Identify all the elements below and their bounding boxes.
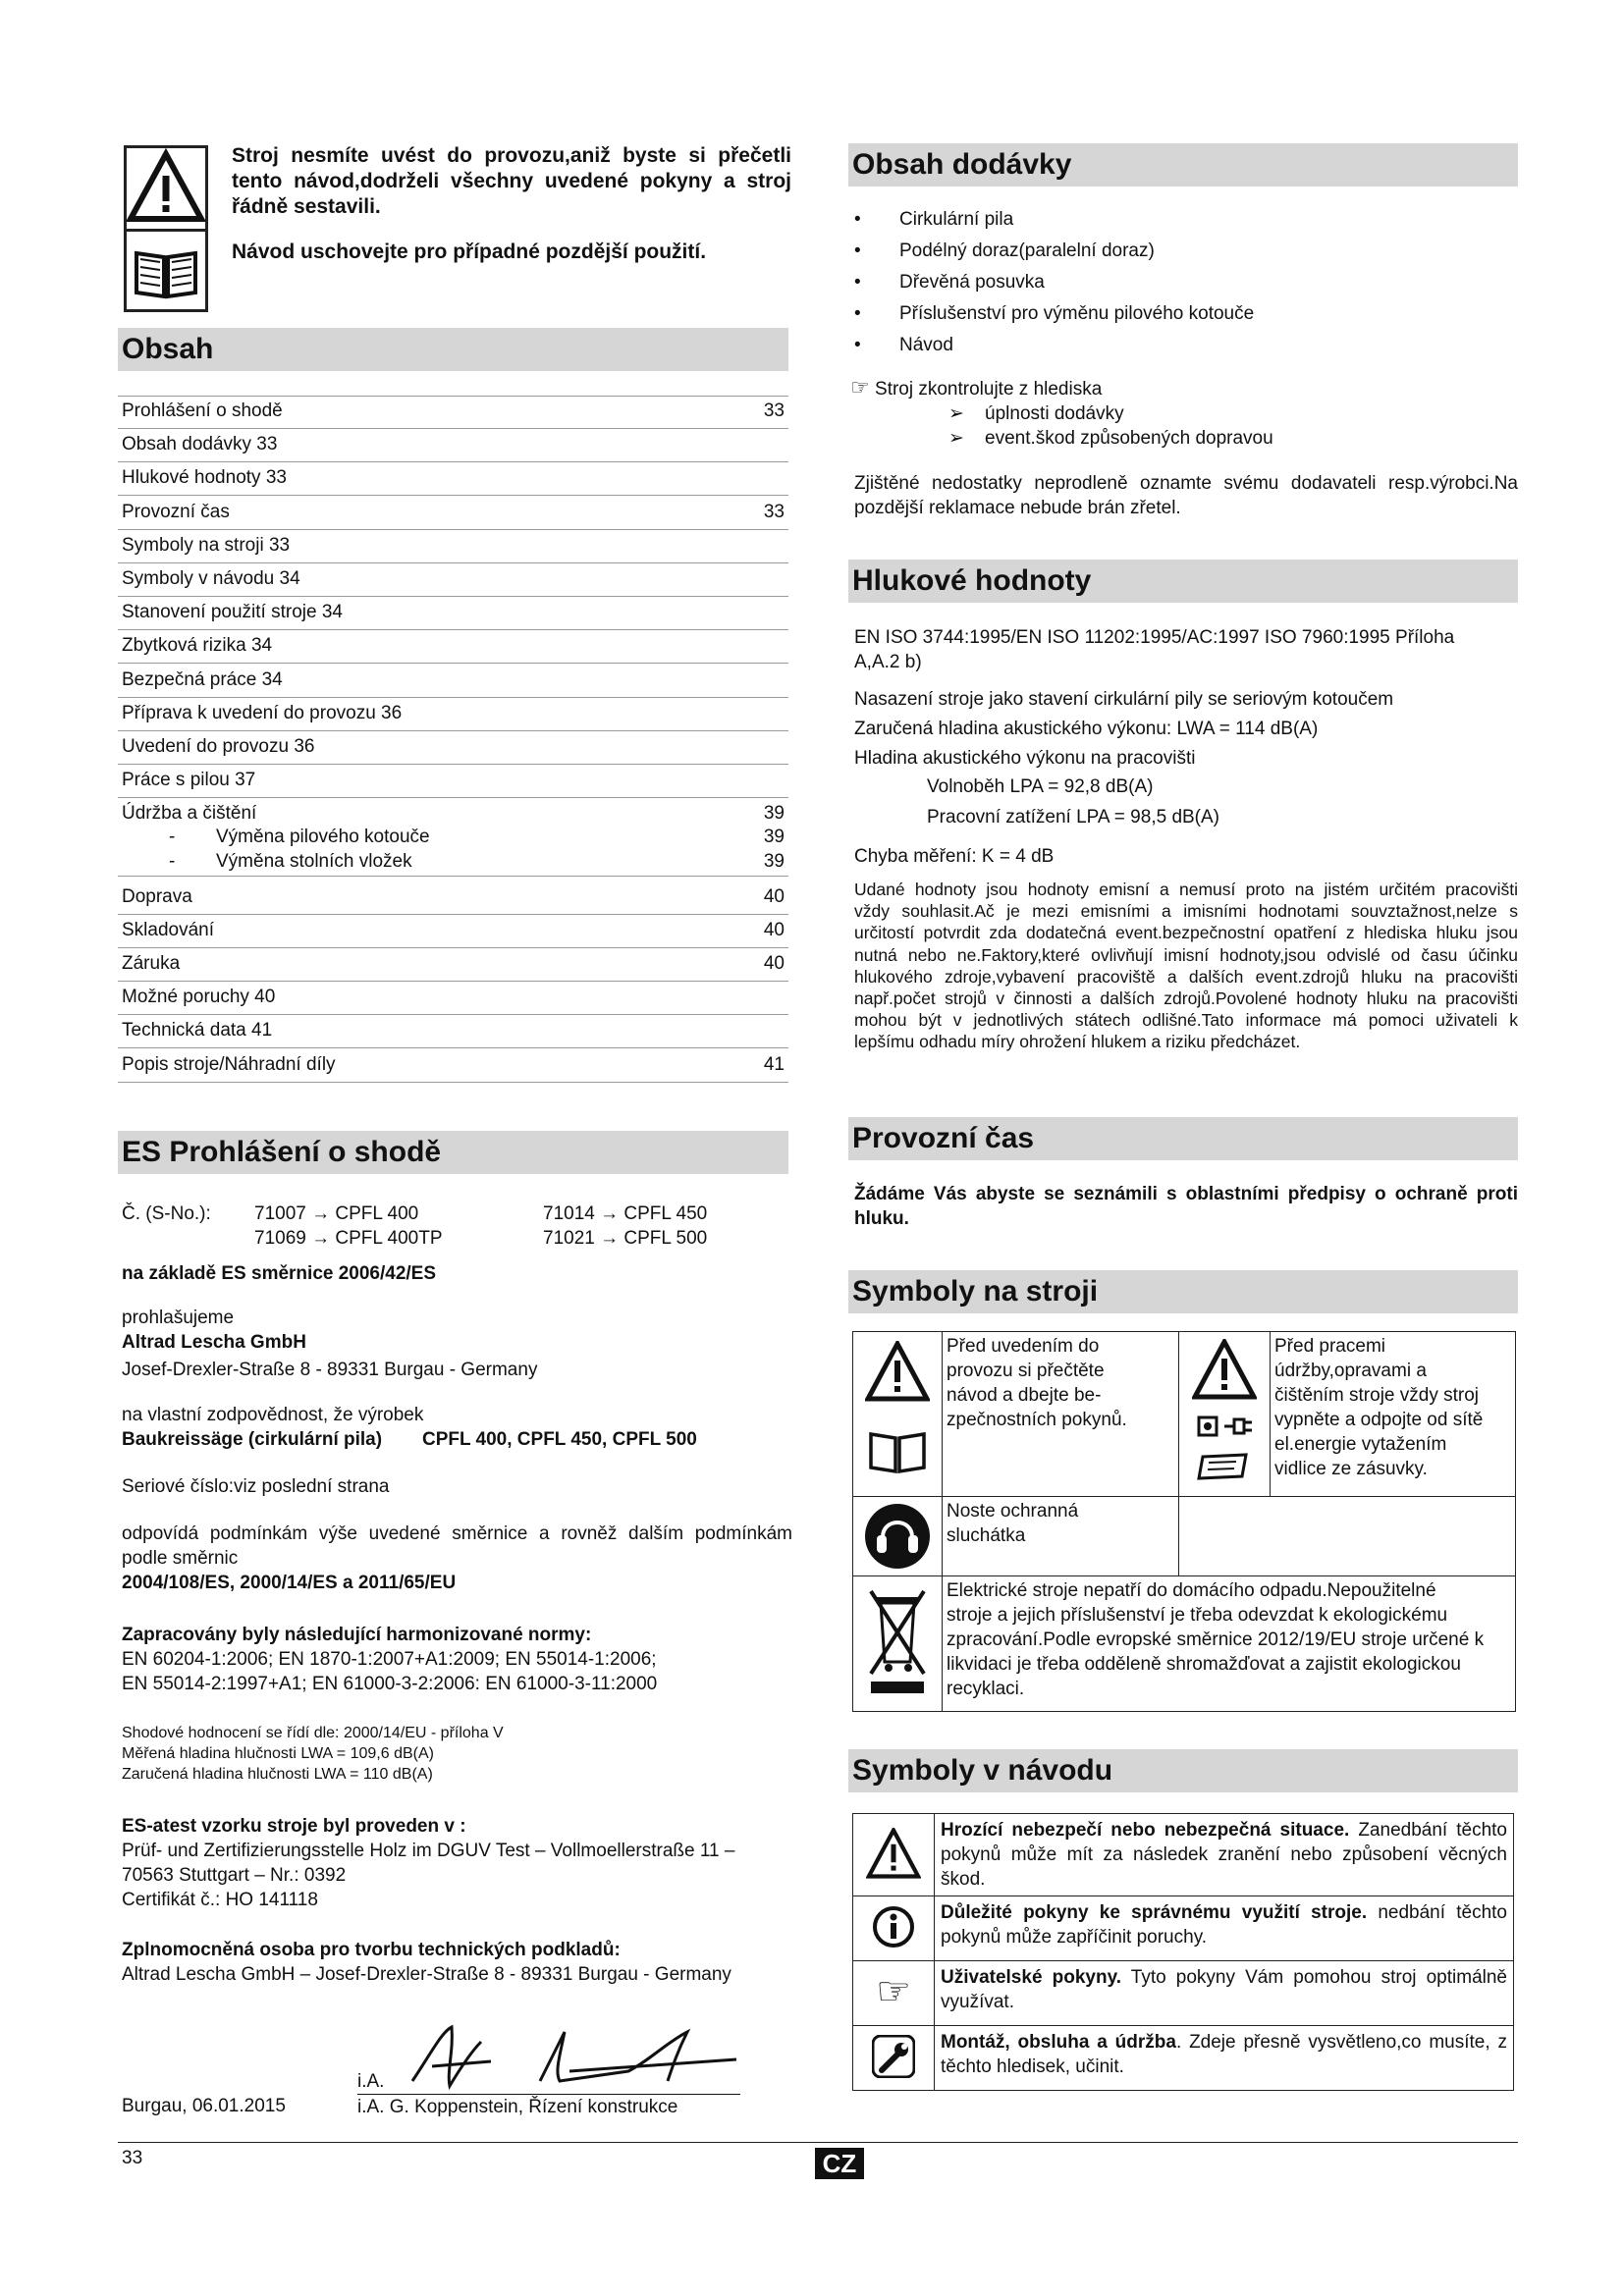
check-row [850,375,1273,401]
warning-icon-stack [124,145,208,312]
toc-page: 33 [763,400,785,421]
signer-line: i.A. G. Koppenstein, Řízení konstrukce [357,2094,740,2119]
symbol-text: těchto hledisek, učinit. [941,2056,1124,2077]
model-number: 71007 → CPFL 400 [254,1203,419,1224]
manual-book-icon [1179,1446,1270,1485]
test-line: Prüf- und Zertifizierungsstelle Holz im DGUV Test – Vollmoellerstraße 11 – [122,1841,735,1861]
toc-page: 40 [763,919,785,940]
symbol-text [941,2030,1507,2055]
toc-label: Symboly v návodu 34 [122,568,300,589]
noise-standard: EN ISO 3744:1995/EN ISO 11202:1995/AC:1997 ISO 7960:1995 Příloha [854,627,1455,648]
symbol-text [941,1818,1507,1842]
symbol-text: Před uvedením do [947,1336,1100,1357]
model-number: 71014 → CPFL 450 [543,1203,708,1224]
symbol-text: využívat. [941,1992,1014,2012]
language-badge: CZ [815,2148,864,2179]
toc-label: Technická data 41 [122,1020,273,1041]
symbol-text: čištěním stroje vždy stroj [1274,1385,1479,1406]
toc-heading: Obsah [118,328,788,371]
toc-row[interactable] [118,497,788,530]
warning-triangle-icon [853,1814,934,1893]
symbol-text-cell [943,1332,1179,1497]
delivery-item: • Návod [850,330,1518,361]
symbol-text: pokynů může zapříčinit poruchy. [941,1927,1208,1948]
delivery-item: • Podélný doraz(paralelní doraz) [850,236,1518,267]
declare-text: prohlašujeme [122,1308,235,1328]
toc-row[interactable] [118,630,788,664]
empty-cell [1179,1497,1516,1576]
conformity-text: odpovídá podmínkám výše uvedené směrnice a rovněž dalším podmínkám [122,1523,792,1544]
symbol-text: Noste ochranná [947,1501,1079,1522]
model-number: 71021 → CPFL 500 [543,1228,708,1249]
crossed-bin-icon [853,1576,942,1708]
warning-triangle-icon [1179,1332,1270,1407]
noise-load: Pracovní zatížení LPA = 98,5 dB(A) [927,807,1220,828]
symbol-text: zpracování.Podle evropské směrnice 2012/19/EU stroje určené k [947,1629,1485,1650]
symbol-cell [1179,1332,1271,1497]
noise-info-line: vždy souhlasit.Ač je mezi emisními a imisními hodnotami souvztažnost,nelze s [854,901,1518,922]
noise-info-line: mohou být v jednotlivých státech odlišné.Tato informace má pomoci uživateli k [854,1010,1518,1031]
check-item-text: event.škod způsobených dopravou [985,428,1273,449]
symbol-text: el.energie vytažením [1274,1434,1447,1455]
toc-page: 41 [763,1053,785,1075]
company-name: Altrad Lescha GmbH [122,1332,306,1353]
delivery-item: • Dřevěná posuvka [850,267,1518,298]
operating-text: hluku. [854,1208,909,1229]
assessment-line: Shodové hodnocení se řídí dle: 2000/14/EU - příloha V [122,1725,504,1741]
toc-row[interactable] [118,798,788,823]
toc-label: Doprava [122,885,192,907]
assessment-line: Měřená hladina hlučnosti LWA = 109,6 dB(A) [122,1745,434,1762]
symbol-bold: Montáž, obsluha a údržba [941,2032,1176,2053]
toc-page: 39 [763,826,785,847]
toc-label: Skladování [122,919,215,940]
noise-info [854,879,1518,1053]
toc-sublabel: Výměna stolních vložek [216,850,412,872]
unplug-icon [1179,1407,1270,1446]
conformity-text: podle směrnic [122,1548,239,1569]
responsibility-text: na vlastní zodpovědnost, že výrobek [122,1405,424,1425]
read-manual-icon [127,232,205,310]
symbol-text: vidlice ze zásuvky. [1274,1459,1428,1479]
test-heading: ES-atest vzorku stroje byl proveden v : [122,1816,466,1837]
symbol-text: Tyto pokyny Vám pomohou stroj optimálně [1121,1967,1507,1988]
noise-info-line: nutná nebo ne.Faktory,které ovlivňují imisní hodnoty,jsou odvislé od času účinku [854,944,1518,965]
check-text: Stroj zkontrolujte z hlediska [875,379,1103,400]
symbol-text: Před pracemi [1274,1336,1385,1357]
product-models: CPFL 400, CPFL 450, CPFL 500 [422,1429,697,1450]
read-manual-icon [853,1411,942,1489]
toc-label: Provozní čas [122,501,230,522]
toc-page: 40 [763,885,785,907]
symbol-text: sluchátka [947,1525,1026,1546]
symbol-text-cell [943,1576,1516,1712]
toc-label: Údržba a čištění [122,803,257,825]
symbol-cell [853,2026,935,2091]
toc-label: Záruka [122,953,181,974]
symbol-text: provozu si přečtěte [947,1361,1105,1381]
noise-error: Chyba měření: K = 4 dB [854,846,1055,867]
toc-row[interactable] [118,462,788,496]
toc-top-rule [118,396,788,397]
symbol-text: stroje a jejich příslušenství je třeba odevzdat k ekologickému [947,1605,1448,1626]
keep-manual-text: Návod uschovejte pro případné pozdější použití. [232,240,707,263]
noise-standard: A,A.2 b) [854,652,922,672]
noise-info-line: např.počet strojů v činnosti a dalších zdrojů.Povolené hodnoty hluku na pracovišti [854,988,1518,1009]
symbol-text: údržby,opravami a [1274,1361,1427,1381]
toc-page: 39 [763,803,785,825]
toc-dash: - [169,850,176,872]
test-line: Certifikát č.: HO 141118 [122,1890,318,1910]
toc-sublabel: Výměna pilového kotouče [216,826,430,847]
toc-row[interactable] [118,665,788,698]
directive-basis: na základě ES směrnice 2006/42/ES [122,1263,437,1284]
symbol-cell [853,1497,943,1576]
toc-row[interactable] [118,597,788,630]
toc-label: Hlukové hodnoty 33 [122,467,287,489]
symbol-text: . Zdeje přesně vysvětleno,co musíte, z [1175,2032,1507,2053]
noise-idle: Volnoběh LPA = 92,8 dB(A) [927,776,1154,797]
norms-line: EN 60204-1:2006; EN 1870-1:2007+A1:2009; EN 55014-1:2006; [122,1649,657,1670]
warning-text-line: Stroj nesmíte uvést do provozu,aniž byste si přečetli [232,144,791,167]
symbol-text: likvidaci je třeba odděleně shromažďovat a zajistit ekologickou [947,1654,1461,1675]
toc-label: Uvedení do provozu 36 [122,736,315,757]
assessment-line: Zaručená hladina hlučnosti LWA = 110 dB(A) [122,1766,433,1783]
noise-info-line: Udané hodnoty jsou hodnoty emisní a nemusí proto na jistém určitém pracovišti [854,880,1518,899]
warning-text-line: řádně sestavili. [232,195,381,218]
directives-list: 2004/108/ES, 2000/14/ES a 2011/65/EU [122,1573,457,1593]
toc-row[interactable] [118,765,788,798]
toc-row[interactable] [118,563,788,597]
model-number: 71069 → CPFL 400TP [254,1228,443,1249]
test-line: 70563 Stuttgart – Nr.: 0392 [122,1865,347,1886]
symbol-cell [853,1814,935,1896]
noise-info-line: lepšímu odhadu míry ohrožení hlukem a riziku předcházet. [854,1032,1301,1052]
toc-row[interactable] [118,915,788,948]
toc-label: Příprava k uvedení do provozu 36 [122,702,403,723]
delivery-note: Zjištěné nedostatky neprodleně oznamte svému dodavateli resp.výrobci.Na [854,473,1518,494]
delivery-item: • Cirkulární pila [850,204,1518,236]
check-item [850,401,1273,426]
delivery-list [850,204,1518,361]
symbol-text-cell [943,1497,1179,1576]
serial-text: Seriové číslo:viz poslední strana [122,1476,390,1497]
symbol-text: zpečnostních pokynů. [947,1410,1127,1430]
toc-row[interactable] [118,396,788,429]
serial-no-label: Č. (S-No.): [122,1203,211,1224]
symbol-bold: Hrozící nebezpečí nebo nebezpečná situace. [941,1820,1350,1841]
operating-heading: Provozní čas [848,1117,1518,1160]
symbol-text-cell [935,1896,1514,1961]
delivery-note: pozdější reklamace nebude brán zřetel. [854,498,1181,518]
symbol-cell [853,1896,935,1961]
toc-row[interactable] [118,1015,788,1048]
delivery-heading: Obsah dodávky [848,143,1518,187]
manual-symbols-table [852,1813,1514,2091]
symbol-text: návod a dbejte be- [947,1385,1102,1406]
symbol-text: recyklaci. [947,1679,1025,1699]
toc-page: 40 [763,953,785,974]
symbol-text: Elektrické stroje nepatří do domácího odpadu.Nepoužitelné [947,1580,1436,1601]
toc-row[interactable] [118,881,788,915]
declaration-heading: ES Prohlášení o shodě [118,1131,788,1174]
symbol-text-cell [935,1961,1514,2026]
machine-symbols-table [852,1331,1516,1712]
symbol-text: nedbání těchto [1367,1902,1507,1923]
warning-text-line: tento návod,dodrželi všechny uvedené pokyny a stroj [232,170,791,192]
toc-subrow[interactable] [118,849,788,877]
noise-guaranteed: Zaručená hladina akustického výkonu: LWA = 114 dB(A) [854,719,1319,739]
symbol-text: Zanedbání těchto [1349,1820,1507,1841]
warning-triangle-icon [127,148,205,232]
symbol-text: pokynů může mít za následek zranění nebo způsobení věcných [941,1844,1507,1865]
toc-label: Symboly na stroji 33 [122,534,291,556]
footer-rule [118,2142,1518,2143]
symbol-bold: Uživatelské pokyny. [941,1967,1122,1988]
arrow-icon: ➢ [948,428,964,449]
toc-label: Zbytková rizika 34 [122,635,273,657]
symbol-text-cell [1271,1332,1516,1497]
info-icon [853,1896,934,1957]
signature-image [393,2012,746,2101]
toc-label: Obsah dodávky 33 [122,434,278,455]
wrench-icon [853,2026,934,2087]
check-item [850,426,1273,451]
check-item-text: úplnosti dodávky [985,403,1124,424]
norms-line: EN 55014-2:1997+A1; EN 61000-3-2:2006: EN 61000-3-11:2000 [122,1674,658,1694]
authorized-heading: Zplnomocněná osoba pro tvorbu technických podkladů: [122,1940,621,1960]
toc-label: Bezpečná práce 34 [122,668,283,690]
toc-row[interactable] [118,731,788,765]
toc-row[interactable] [118,1049,788,1083]
manual-symbols-heading: Symboly v návodu [848,1749,1518,1792]
toc-label: Práce s pilou 37 [122,770,256,791]
page-number: 33 [122,2148,143,2168]
toc-row[interactable] [118,429,788,462]
symbol-text [941,1965,1507,1990]
symbol-text: škod. [941,1869,986,1890]
place-date: Burgau, 06.01.2015 [122,2096,286,2116]
arrow-icon: ➢ [948,403,964,424]
toc-page: 39 [763,850,785,872]
symbol-cell [853,1576,943,1712]
delivery-item: • Příslušenství pro výměnu pilového kotouče [850,298,1518,330]
symbol-text: vypněte a odpojte od sítě [1274,1410,1484,1430]
symbol-cell [853,1961,935,2026]
toc-row[interactable] [118,982,788,1015]
noise-heading: Hlukové hodnoty [848,560,1518,603]
warning-triangle-icon [853,1332,942,1411]
toc-label: Stanovení použití stroje 34 [122,602,343,623]
authorized-line: Altrad Lescha GmbH – Josef-Drexler-Straße 8 - 89331 Burgau - Germany [122,1964,731,1985]
toc-row[interactable] [118,530,788,563]
symbol-text-cell [935,1814,1514,1896]
norms-heading: Zapracovány byly následující harmonizované normy: [122,1625,592,1645]
toc-label: Prohlášení o shodě [122,400,283,421]
noise-info-line: určitostí potvrdit zda dodatečná event.bezpečnostní opatření z hlediska hluku jsou [854,923,1518,943]
pointing-hand-icon: ☞ [850,375,870,400]
symbol-text [941,1900,1507,1925]
symbol-text-cell [935,2026,1514,2091]
toc-label: Možné poruchy 40 [122,987,276,1008]
ia-label: i.A. [357,2071,385,2092]
pointing-hand-icon: ☞ [876,1969,911,2013]
symbol-bold: Důležité pokyny ke správnému využití stroje. [941,1902,1368,1923]
toc-row[interactable] [118,948,788,982]
machine-symbols-heading: Symboly na stroji [848,1270,1518,1313]
toc-page: 33 [763,501,785,522]
noise-setup: Nasazení stroje jako stavení cirkulární pily se seriovým kotoučem [854,689,1394,710]
noise-workplace: Hladina akustického výkonu na pracovišti [854,748,1196,769]
toc-dash: - [169,826,176,847]
ear-protection-icon [853,1497,942,1575]
operating-text: Žádáme Vás abyste se seznámili s oblastními předpisy o ochraně proti [854,1184,1518,1204]
toc-subrow[interactable] [118,825,788,849]
toc-label: Popis stroje/Náhradní díly [122,1053,336,1075]
company-address: Josef-Drexler-Straße 8 - 89331 Burgau - Germany [122,1360,538,1380]
product-name: Baukreissäge (cirkulární pila) [122,1429,383,1450]
toc-row[interactable] [118,698,788,731]
symbol-cell [853,1332,943,1497]
noise-info-line: hlukového zdroje,vybavení pracoviště a dalších event.zdrojů hluku na pracovišti [854,966,1518,987]
